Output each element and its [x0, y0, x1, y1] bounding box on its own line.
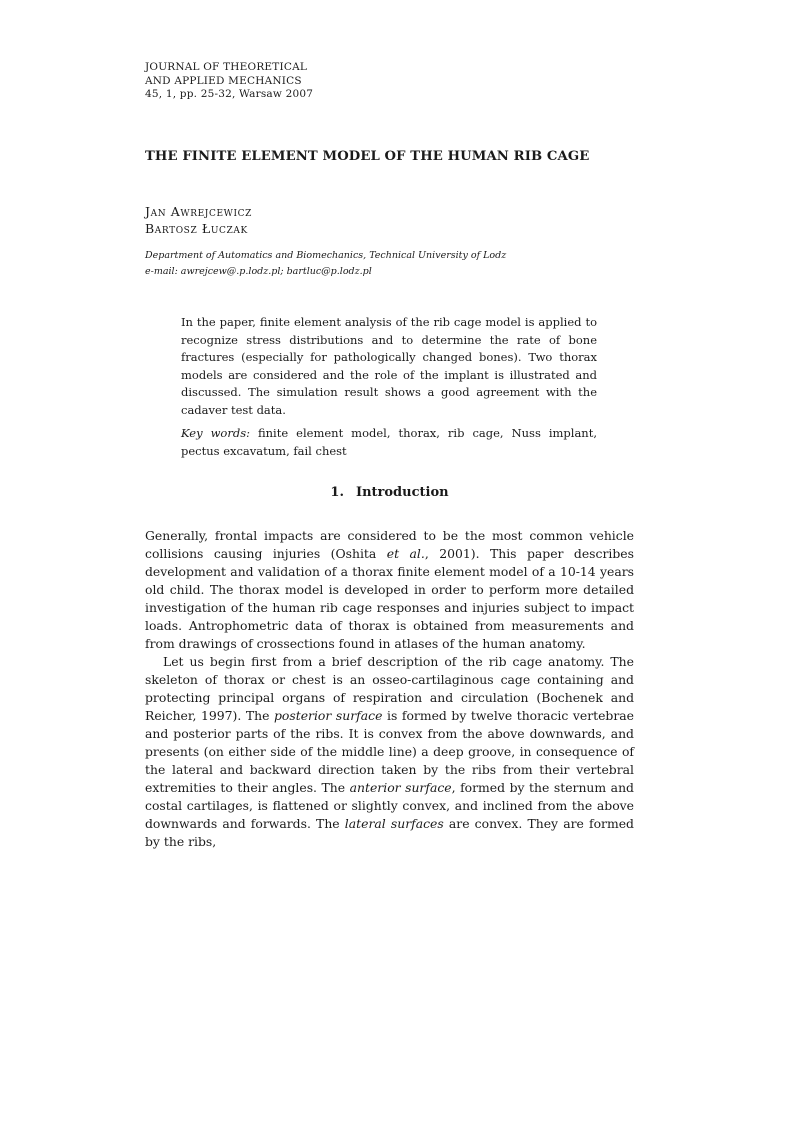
- keywords-line: [181, 425, 597, 460]
- text-emphasis: et al.: [386, 546, 425, 561]
- text-run: are convex. They are formed by the ribs,: [145, 816, 634, 849]
- author-name: Jan Awrejcewicz: [145, 204, 252, 219]
- paragraph: [145, 527, 634, 653]
- text-emphasis: posterior surface: [273, 708, 383, 723]
- text-run: is formed by twelve thoracic vertebrae and posterior parts of the ribs. It is convex from the above downwards, and presents (on either side of the middle line) a deep groove, in consequence of the lateral and backward direction taken by the ribs from their vertebral extremities to their angles. The: [145, 708, 635, 795]
- text-run: , 2001). This paper describes development and validation of a thorax finite element model of a 10-14 years old child. The thorax model is developed in order to perform more detailed investigation of the human rib cage responses and injuries subject to impact loads. Antrophometric data of thorax is obtained from measurements and from drawings of crossections found in atlases of the human anatomy.: [145, 546, 634, 651]
- text-emphasis: anterior surface: [349, 780, 452, 795]
- journal-name-line2: AND APPLIED MECHANICS: [145, 74, 302, 87]
- affiliation-block: [145, 248, 506, 280]
- journal-citation: 45, 1, pp. 25-32, Warsaw 2007: [145, 88, 314, 100]
- paper-title: THE FINITE ELEMENT MODEL OF THE HUMAN RIB CAGE: [145, 149, 590, 164]
- paragraph: [145, 653, 634, 851]
- journal-name-line1: JOURNAL OF THEORETICAL: [145, 61, 308, 73]
- text-run: Generally, frontal impacts are considered to be the most common vehicle collisions causing injuries (Oshita: [145, 528, 634, 561]
- section-heading: [145, 485, 634, 500]
- author-name: Bartosz Łuczak: [145, 221, 248, 236]
- text-run: , formed by the sternum and costal cartilages, is flattened or slightly convex, and inclined from the above downwards and forwards. The: [145, 780, 634, 831]
- author-list: [145, 203, 252, 237]
- text-emphasis: lateral surfaces: [344, 816, 444, 831]
- section-title: Introduction: [355, 485, 449, 500]
- section-number: 1.: [330, 485, 344, 500]
- abstract-block: [181, 314, 597, 460]
- keywords-label: Key words:: [181, 426, 250, 440]
- body-text: [145, 527, 634, 851]
- journal-header: [145, 61, 313, 102]
- affiliation-email: e-mail: awrejcew@.p.lodz.pl; bartluc@p.lodz.pl: [145, 266, 372, 277]
- affiliation-department: Department of Automatics and Biomechanics, Technical University of Lodz: [145, 250, 507, 261]
- abstract-text: In the paper, finite element analysis of the rib cage model is applied to recognize stress distributions and to determine the rate of bone fractures (especially for pathologically changed bones). Two thorax models are considered and the role of the implant is illustrated and discussed. The simulation result shows a good agreement with the cadaver test data.: [181, 315, 597, 417]
- text-run: Let us begin first from a brief description of the rib cage anatomy. The skeleton of thorax or chest is an osseo-cartilaginous cage containing and protecting principal organs of respiration and circulation (Bochenek and Reicher, 1997). The: [145, 654, 634, 723]
- keywords-list: finite element model, thorax, rib cage, Nuss implant, pectus excavatum, fail chest: [181, 426, 597, 458]
